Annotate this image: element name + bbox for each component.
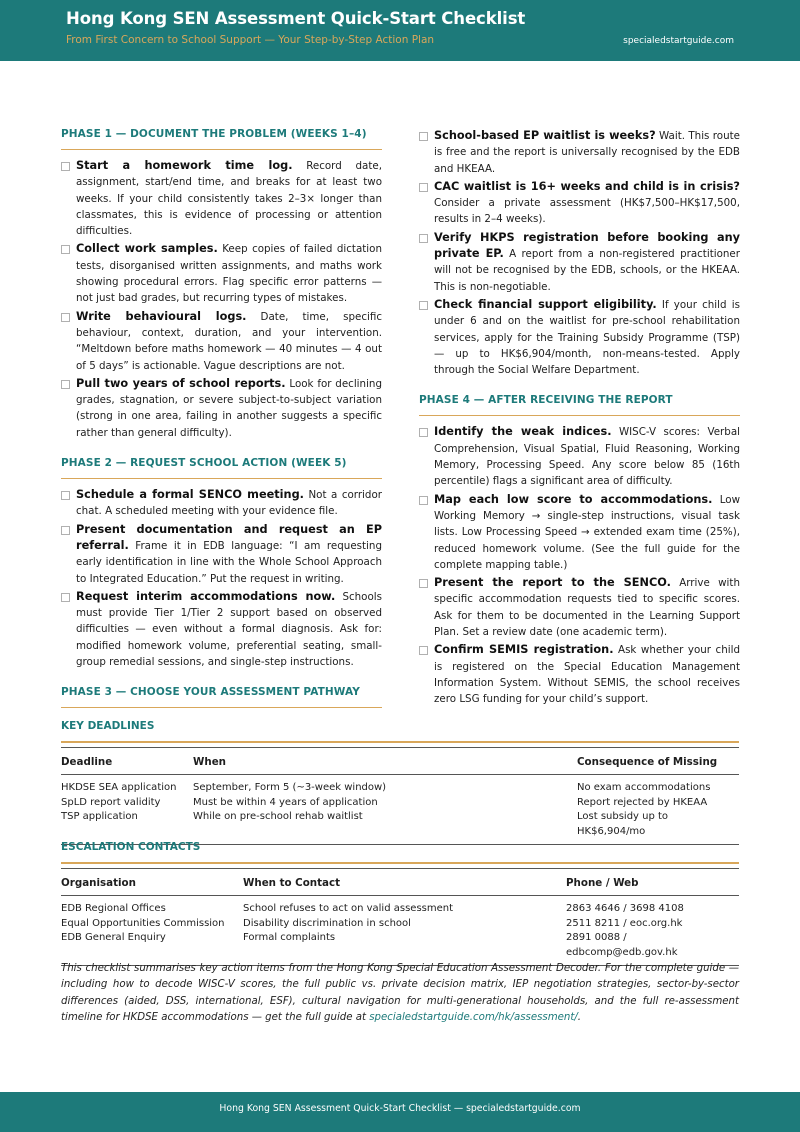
item-lead: Identify the weak indices.	[434, 425, 612, 439]
phase-3-list	[419, 128, 740, 378]
table-cell: September, Form 5 (~3-week window)	[193, 782, 387, 793]
item-lead: Map each low score to accommodations.	[434, 492, 713, 506]
column-header: Consequence of Missing	[577, 748, 739, 775]
footer-text: Hong Kong SEN Assessment Quick-Start Checklist — specialedstartguide.com	[219, 1103, 581, 1114]
item-text: Wait. This route is free and the report is universally recognised by the EDB and HKEAA.	[434, 130, 740, 175]
table-cell: Equal Opportunities Commission	[61, 917, 225, 929]
table-cell: EDB Regional Offices	[61, 903, 166, 914]
checklist-item	[419, 424, 740, 489]
checkbox[interactable]	[61, 162, 70, 171]
table-cell: Must be within 4 years of application	[193, 796, 378, 808]
checkbox[interactable]	[419, 132, 428, 141]
checkbox[interactable]	[61, 593, 70, 602]
table-cell: Lost subsidy up to HK$6,904/mo	[577, 810, 739, 845]
table-row	[61, 796, 739, 811]
item-lead: Request interim accommodations now.	[76, 589, 336, 603]
checkbox[interactable]	[61, 245, 70, 254]
table-cell: SpLD report validity	[61, 796, 161, 808]
item-text: Low Working Memory → single-step instructions, visual task lists. Low Processing Speed → extended exam time (25%), reduced homework volume. (See the full guide for the complete mapping table.)	[434, 493, 740, 571]
table-cell: 2891 0088 / edbcomp@edb.gov.hk	[566, 931, 739, 966]
checklist-item	[419, 128, 740, 177]
page-footer	[0, 1092, 800, 1132]
footnote	[61, 961, 739, 1026]
column-header: Phone / Web	[566, 869, 739, 896]
column-header: Organisation	[61, 869, 243, 896]
item-lead: CAC waitlist is 16+ weeks and child is in crisis?	[434, 179, 740, 193]
item-lead: Check financial support eligibility.	[434, 297, 657, 311]
item-text: Schools must provide Tier 1/Tier 2 support based on observed difficulties — even without a formal diagnosis. Ask for: modified homework volume, preferential seating, small-group remedial sessions, and single-step instructions.	[76, 590, 382, 669]
item-text: Consider a private assessment (HK$7,500–HK$17,500, results in 2–4 weeks).	[434, 197, 740, 226]
table-cell: While on pre-school rehab waitlist	[193, 810, 577, 845]
header-site-link[interactable]: specialedstartguide.com	[623, 36, 734, 46]
escalation-contacts-heading: ESCALATION CONTACTS	[61, 841, 739, 864]
checklist-item	[61, 309, 382, 374]
phase-1-list	[61, 158, 382, 441]
item-lead: Present documentation and request an EP referral.	[76, 522, 382, 552]
table-cell: 2511 8211 / eoc.org.hk	[566, 917, 683, 929]
checklist-item	[419, 492, 740, 573]
item-lead: Collect work samples.	[76, 242, 218, 256]
column-header: When	[193, 748, 577, 775]
table-row	[61, 775, 739, 796]
document-title: Hong Kong SEN Assessment Quick-Start Checklist	[66, 9, 526, 28]
item-lead: Present the report to the SENCO.	[434, 576, 671, 590]
checkbox[interactable]	[419, 234, 428, 243]
checklist-item	[61, 241, 382, 306]
escalation-contacts-section	[61, 841, 739, 966]
item-lead: Confirm SEMIS registration.	[434, 643, 614, 657]
item-text: Ask whether your child is registered on the Special Education Management Information System. Without SEMIS, the school receives zero LSG funding for your child’s support.	[434, 644, 740, 706]
right-column	[419, 128, 740, 710]
table-cell: School refuses to act on valid assessment	[243, 903, 454, 914]
table-row	[61, 896, 739, 917]
item-text: Not a corridor chat. A scheduled meeting with your evidence file.	[76, 489, 382, 518]
phase-1-heading: PHASE 1 — DOCUMENT THE PROBLEM (WEEKS 1–4)	[61, 128, 382, 150]
page-header	[0, 0, 800, 61]
table-row	[61, 917, 739, 932]
checklist-item	[61, 487, 382, 520]
checkbox[interactable]	[61, 313, 70, 322]
checklist-item	[61, 589, 382, 670]
phase-3-heading: PHASE 3 — CHOOSE YOUR ASSESSMENT PATHWAY	[61, 686, 382, 708]
checkbox[interactable]	[61, 526, 70, 535]
phase-4-heading: PHASE 4 — AFTER RECEIVING THE REPORT	[419, 394, 740, 416]
checklist-item	[419, 179, 740, 228]
phase-2-list	[61, 487, 382, 670]
checklist-item	[61, 376, 382, 441]
item-text: Keep copies of failed dictation tests, disorganised written assignments, and maths work showing procedural errors. Flag specific error patterns — not just bad grades, but recurring types of mistakes.	[76, 243, 382, 305]
table-cell: Report rejected by HKEAA	[577, 796, 708, 808]
checkbox[interactable]	[61, 491, 70, 500]
table-cell: Disability discrimination in school	[243, 917, 411, 929]
footnote-end: .	[577, 1011, 582, 1023]
item-lead: School-based EP waitlist is weeks?	[434, 129, 656, 142]
checklist-item	[419, 575, 740, 640]
item-text: Frame it in EDB language: “I am requesting early identification in line with the Whole School Approach to Integrated Education.” Put the request in writing.	[76, 539, 382, 585]
document-subtitle: From First Concern to School Support — Your Step-by-Step Action Plan	[66, 34, 435, 46]
table-row	[61, 810, 739, 845]
checkbox[interactable]	[61, 380, 70, 389]
left-column	[61, 128, 382, 716]
item-lead: Start a homework time log.	[76, 159, 293, 172]
checkbox[interactable]	[419, 428, 428, 437]
item-lead: Pull two years of school reports.	[76, 376, 286, 390]
item-text: If your child is under 6 and on the waitlist for pre-school rehabilitation services, apply for the Training Subsidy Programme (TSP) — up to HK$6,904/month, non-means-tested. Apply through the Social Welfare Department.	[434, 298, 740, 377]
checklist-item	[419, 297, 740, 378]
table-header-row	[61, 869, 739, 896]
item-text: A report from a non-registered practitioner will not be recognised by the EDB, schools, or the HKEAA. This is non-negotiable.	[434, 248, 740, 293]
key-deadlines-section	[61, 720, 739, 845]
key-deadlines-heading: KEY DEADLINES	[61, 720, 739, 743]
guide-link[interactable]: specialedstartguide.com/hk/assessment/	[369, 1011, 578, 1023]
checklist-item	[61, 522, 382, 587]
escalation-contacts-table	[61, 868, 739, 966]
item-text: WISC-V scores: Verbal Comprehension, Visual Spatial, Fluid Reasoning, Working Memory, Processing Speed. Any score below 85 (16th percentile) flags a significant area of difficulty.	[434, 426, 740, 488]
item-text: Look for declining grades, stagnation, or severe subject-to-subject variation (strong in one area, failing in another suggests a specific rather than general difficulty).	[76, 377, 382, 439]
phase-4-list	[419, 424, 740, 707]
table-cell: No exam accommodations	[577, 782, 711, 793]
table-cell: 2863 4646 / 3698 4108	[566, 903, 684, 914]
checklist-item	[61, 158, 382, 239]
footnote-text: This checklist summarises key action items from the Hong Kong Special Education Assessment Decoder. For the complete guide — including how to decode WISC-V scores, the full public vs. private decision matrix, IEP negotiation strategies, sector-by-sector differences (aided, DSS, international, ESF), cultural navigation for multi-generational households, and the full re-assessment timeline for HKDSE accommodations — get the full guide at	[61, 963, 739, 1023]
item-text: Date, time, specific behaviour, context, duration, and your intervention. “Meltdown before maths homework — 40 minutes — 4 out of 5 days” is actionable. Vague descriptions are not.	[76, 310, 383, 372]
item-text: Record date, assignment, start/end time, and breaks for at least two weeks. If your child consistently takes 2–3× longer than classmates, this is evidence of processing or attention difficulties.	[76, 160, 382, 238]
checkbox[interactable]	[419, 646, 428, 655]
column-header: When to Contact	[243, 869, 566, 896]
checkbox[interactable]	[419, 183, 428, 192]
checklist-item	[419, 642, 740, 707]
key-deadlines-table	[61, 747, 739, 845]
checkbox[interactable]	[419, 579, 428, 588]
item-text: Arrive with specific accommodation requests tied to specific scores. Ask for them to be documented in the Learning Support Plan. Set a review date (one academic term).	[434, 577, 740, 639]
table-cell: HKDSE SEA application	[61, 782, 177, 793]
item-lead: Schedule a formal SENCO meeting.	[76, 488, 304, 502]
table-cell: TSP application	[61, 810, 193, 845]
column-header: Deadline	[61, 748, 193, 775]
checkbox[interactable]	[419, 301, 428, 310]
item-lead: Verify HKPS registration before booking any private EP.	[434, 230, 740, 261]
table-header-row	[61, 748, 739, 775]
item-lead: Write behavioural logs.	[76, 309, 247, 323]
table-cell: EDB General Enquiry	[61, 931, 243, 966]
phase-2-heading: PHASE 2 — REQUEST SCHOOL ACTION (WEEK 5)	[61, 457, 382, 479]
checkbox[interactable]	[419, 496, 428, 505]
table-cell: Formal complaints	[243, 931, 566, 966]
checklist-item	[419, 230, 740, 295]
